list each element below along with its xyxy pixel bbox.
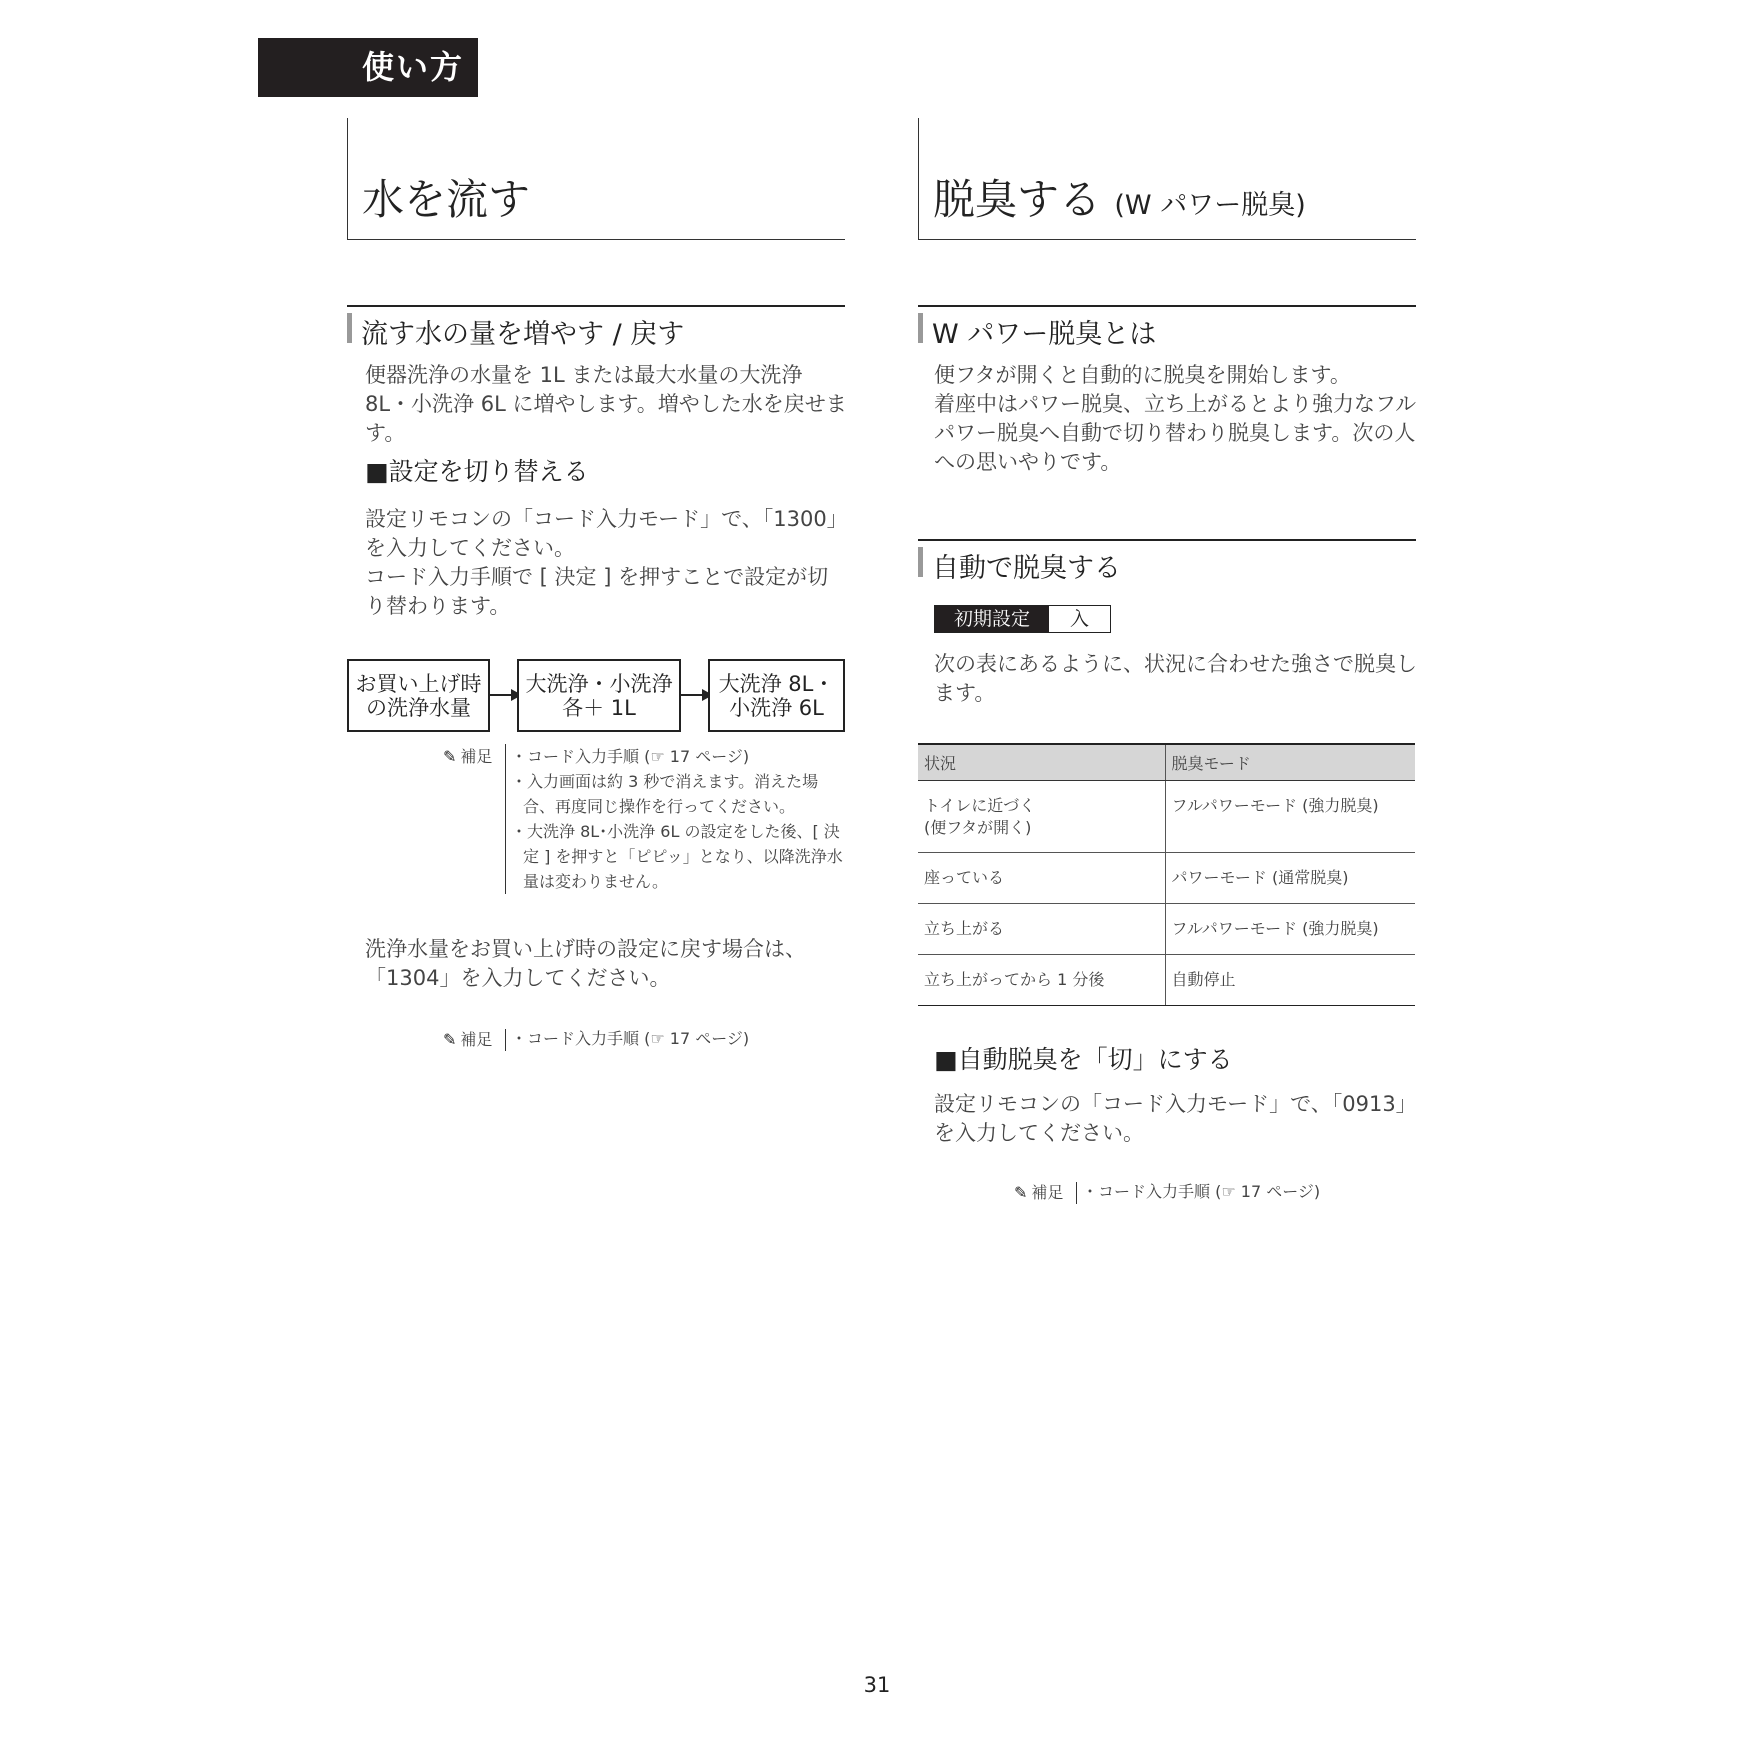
auto-off-paragraph: 設定リモコンの「コード入力モード」で、「0913」を入力してください。 [934,1092,1417,1145]
note-item: ・大洗浄 8L･小洗浄 6L の設定をした後、[ 決定 ] を押すと「ピピッ」となり、以降洗浄水量は変わりません。 [511,822,843,891]
table-header-mode: 脱臭モード [1165,744,1415,780]
w-power-description [934,361,1420,477]
table-header-row [918,744,1415,780]
section-heading-auto-deodorize [918,539,1416,584]
note-item: ・コード入力手順 (☞ 17 ページ) [511,747,750,766]
note-item: ・コード入力手順 (☞ 17 ページ) [511,1029,750,1048]
supplement-note-2 [443,1027,773,1052]
note-items [505,744,843,894]
table-header-situation: 状況 [918,744,1165,780]
supplement-note-3 [1014,1180,1344,1205]
section-tab: 使い方 [258,38,478,97]
instruction-paragraph [365,505,847,621]
flow-box-plus-1l: 大洗浄・小洗浄 各＋ 1L [517,659,681,732]
table-cell-situation: 立ち上がってから 1 分後 [918,954,1165,1005]
auto-deodorize-text: 次の表にあるように、状況に合わせた強さで脱臭します。 [934,652,1417,705]
heading-bar [918,313,923,343]
table-row [918,780,1415,852]
note-item: ・コード入力手順 (☞ 17 ページ) [1082,1182,1321,1201]
flow-diagram [347,659,847,732]
section-heading-text: 流す水の量を増やす / 戻す [361,319,685,350]
note-label: ✎ 補足 [443,747,493,766]
table-cell-situation: トイレに近づく (便フタが開く) [918,780,1165,852]
flow-arrow [490,694,520,696]
default-setting-badge [934,605,1111,633]
table-cell-situation: 立ち上がる [918,903,1165,954]
section-heading-w-power [918,305,1416,350]
section-heading-text: W パワー脱臭とは [932,319,1157,350]
table-cell-situation: 座っている [918,852,1165,903]
page-number: 31 [863,1673,891,1697]
heading-bar [918,547,923,577]
section-heading-water-amount [347,305,845,350]
reset-paragraph: 洗浄水量をお買い上げ時の設定に戻す場合は、「1304」を入力してください。 [365,937,806,990]
section-heading-text: 自動で脱臭する [932,553,1121,584]
deodorize-mode-table [918,743,1415,1006]
badge-value: 入 [1069,608,1089,630]
description-line: 便フタが開くと自動的に脱臭を開始します。 [934,363,1351,387]
intro-paragraph: 便器洗浄の水量を 1L または最大水量の大洗浄 8L・小洗浄 6L に増やします。増やした水を戻せます。 [365,363,847,445]
chapter-title-deodorize [918,118,1416,240]
supplement-note [443,744,843,894]
note-items [505,1029,775,1051]
subheading-auto-off: ■自動脱臭を「切」にする [934,1045,1233,1074]
chapter-title-text: 水を流す [362,175,531,224]
chapter-title-text: 脱臭する (W パワー脱臭) [933,175,1306,224]
chapter-title-flush [347,118,845,240]
table-row [918,903,1415,954]
instruction-line: 設定リモコンの「コード入力モード」で、「1300」を入力してください。 [365,507,838,560]
flow-arrow [681,694,711,696]
badge-key: 初期設定 [935,606,1049,632]
flow-box-default: お買い上げ時 の洗浄水量 [347,659,490,732]
flow-box-max: 大洗浄 8L・ 小洗浄 6L [708,659,845,732]
table-row [918,852,1415,903]
note-items [1076,1182,1346,1204]
pencil-icon: ✎ [1014,1183,1028,1202]
description-line: 着座中はパワー脱臭、立ち上がるとより強力なフルパワー脱臭へ自動で切り替わり脱臭します。次の人への思いやりです。 [934,392,1417,474]
pencil-icon: ✎ [443,1030,457,1049]
heading-bar [347,313,352,343]
instruction-line: コード入力手順で [ 決定 ] を押すことで設定が切り替わります。 [365,565,829,618]
pencil-icon: ✎ [443,747,457,766]
table-cell-mode: 自動停止 [1165,954,1415,1005]
table-cell-mode: パワーモード (通常脱臭) [1165,852,1415,903]
table-row [918,954,1415,1005]
table-cell-mode: フルパワーモード (強力脱臭) [1165,780,1415,852]
note-label: ✎ 補足 [1014,1183,1064,1202]
note-label: ✎ 補足 [443,1030,493,1049]
note-item: ・入力画面は約 3 秒で消えます。消えた場合、再度同じ操作を行ってください。 [511,772,819,816]
subheading-switch-setting: ■設定を切り替える [365,457,589,486]
table-cell-mode: フルパワーモード (強力脱臭) [1165,903,1415,954]
